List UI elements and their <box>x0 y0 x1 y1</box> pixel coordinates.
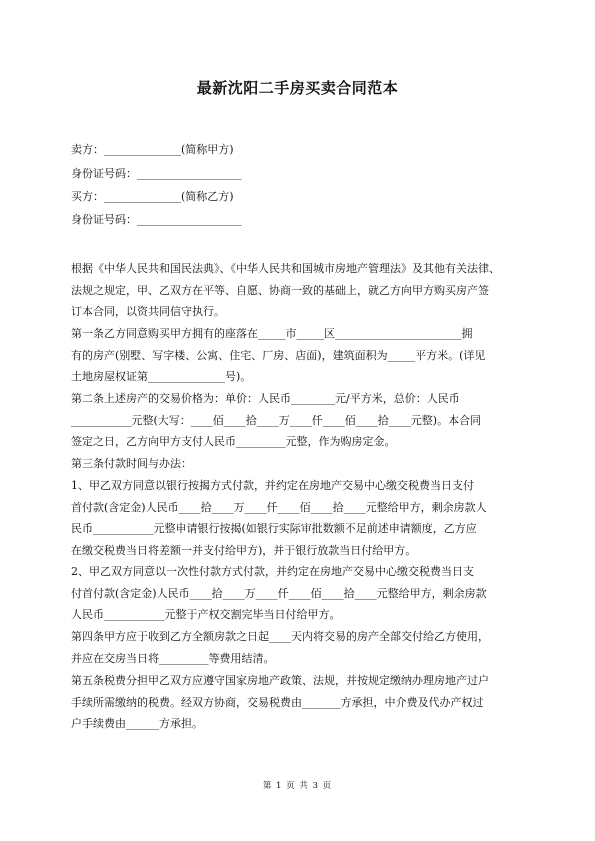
text-line: 第三条付款时间与办法： <box>71 457 192 470</box>
text-line: ___________元整(大写：____佰____拾____万____仟____佰____拾____元整)。本合同 <box>71 413 482 427</box>
text-line: 户手续费由______方承担。 <box>71 717 203 731</box>
buyer-id-line: 身份证号码：___________________ <box>71 213 242 226</box>
text-line: 1、甲乙双方同意以银行按揭方式付款，并约定在房地产交易中心缴交税费当日支付 <box>71 479 474 492</box>
text-line: 签定之日，乙方向甲方支付人民币_________元整，作为购房定金。 <box>71 435 396 449</box>
text-line: 第一条乙方同意购买甲方拥有的座落在_____市_____区_______________________拥 <box>71 327 473 340</box>
text-line: 手续所需缴纳的税费。经双方协商，交易税费由_______方承担，中介费及代办产权过 <box>71 695 484 709</box>
buyer-line: 买方：______________(简称乙方) <box>71 190 234 203</box>
text-line: 第二条上述房产的交易价格为：单价：人民币________元/平方米，总价：人民币 <box>71 392 460 405</box>
text-line: 土地房屋权证第______________号)。 <box>71 370 252 384</box>
text-line: 民币___________元整申请银行按揭(如银行实际审批数额不足前述申请额度，乙方应 <box>71 522 477 536</box>
payment-option-1 <box>71 475 487 561</box>
article-2 <box>71 388 481 453</box>
article-3-heading <box>71 453 192 475</box>
text-line: 在缴交税费当日将差额一并支付给甲方)，并于银行放款当日付给甲方。 <box>71 543 417 557</box>
text-line: 根据《中华人民共和国民法典》、《中华人民共和国城市房地产管理法》及其他有关法律、 <box>71 262 500 275</box>
text-line: 第四条甲方应于收到乙方全额房款之日起____天内将交易的房产全部交付给乙方使用， <box>71 630 489 643</box>
seller-line: 卖方：______________(简称甲方) <box>71 143 234 156</box>
payment-option-2 <box>71 561 487 626</box>
text-line: 订本合同，以资共同信守执行。 <box>71 305 225 319</box>
page-number: 第 1 页 共 3 页 <box>262 781 333 791</box>
text-line: 法规之规定，甲、乙双方在平等、自愿、协商一致的基础上，就乙方向甲方购买房产签 <box>71 283 489 297</box>
preamble-paragraph <box>71 258 500 323</box>
text-line: 2、甲乙双方同意以一次性付款方式付款，并约定在房地产交易中心缴交税费当日支 <box>71 565 474 578</box>
document-title: 最新沈阳二手房买卖合同范本 <box>196 79 399 97</box>
article-4 <box>71 626 489 669</box>
seller-id-line: 身份证号码：___________________ <box>71 167 242 180</box>
article-5 <box>71 670 489 735</box>
text-line: 有的房产(别墅、写字楼、公寓、住宅、厂房、店面)，建筑面积为_____平方米。(详见 <box>71 348 486 362</box>
text-line: 付首付款(含定金)人民币____拾____万____仟____佰____拾____元整给甲方，剩余房款 <box>71 586 487 600</box>
text-line: 人民币___________元整于产权交割完毕当日付给甲方。 <box>71 608 341 622</box>
text-line: 首付款(含定金)人民币____拾____万____仟____佰____拾____元整给甲方，剩余房款人 <box>71 500 487 514</box>
text-line: 第五条税费分担甲乙双方应遵守国家房地产政策、法规，并按规定缴纳办理房地产过户 <box>71 674 489 687</box>
text-line: 并应在交房当日将_________等费用结清。 <box>71 651 275 665</box>
article-1 <box>71 323 485 388</box>
